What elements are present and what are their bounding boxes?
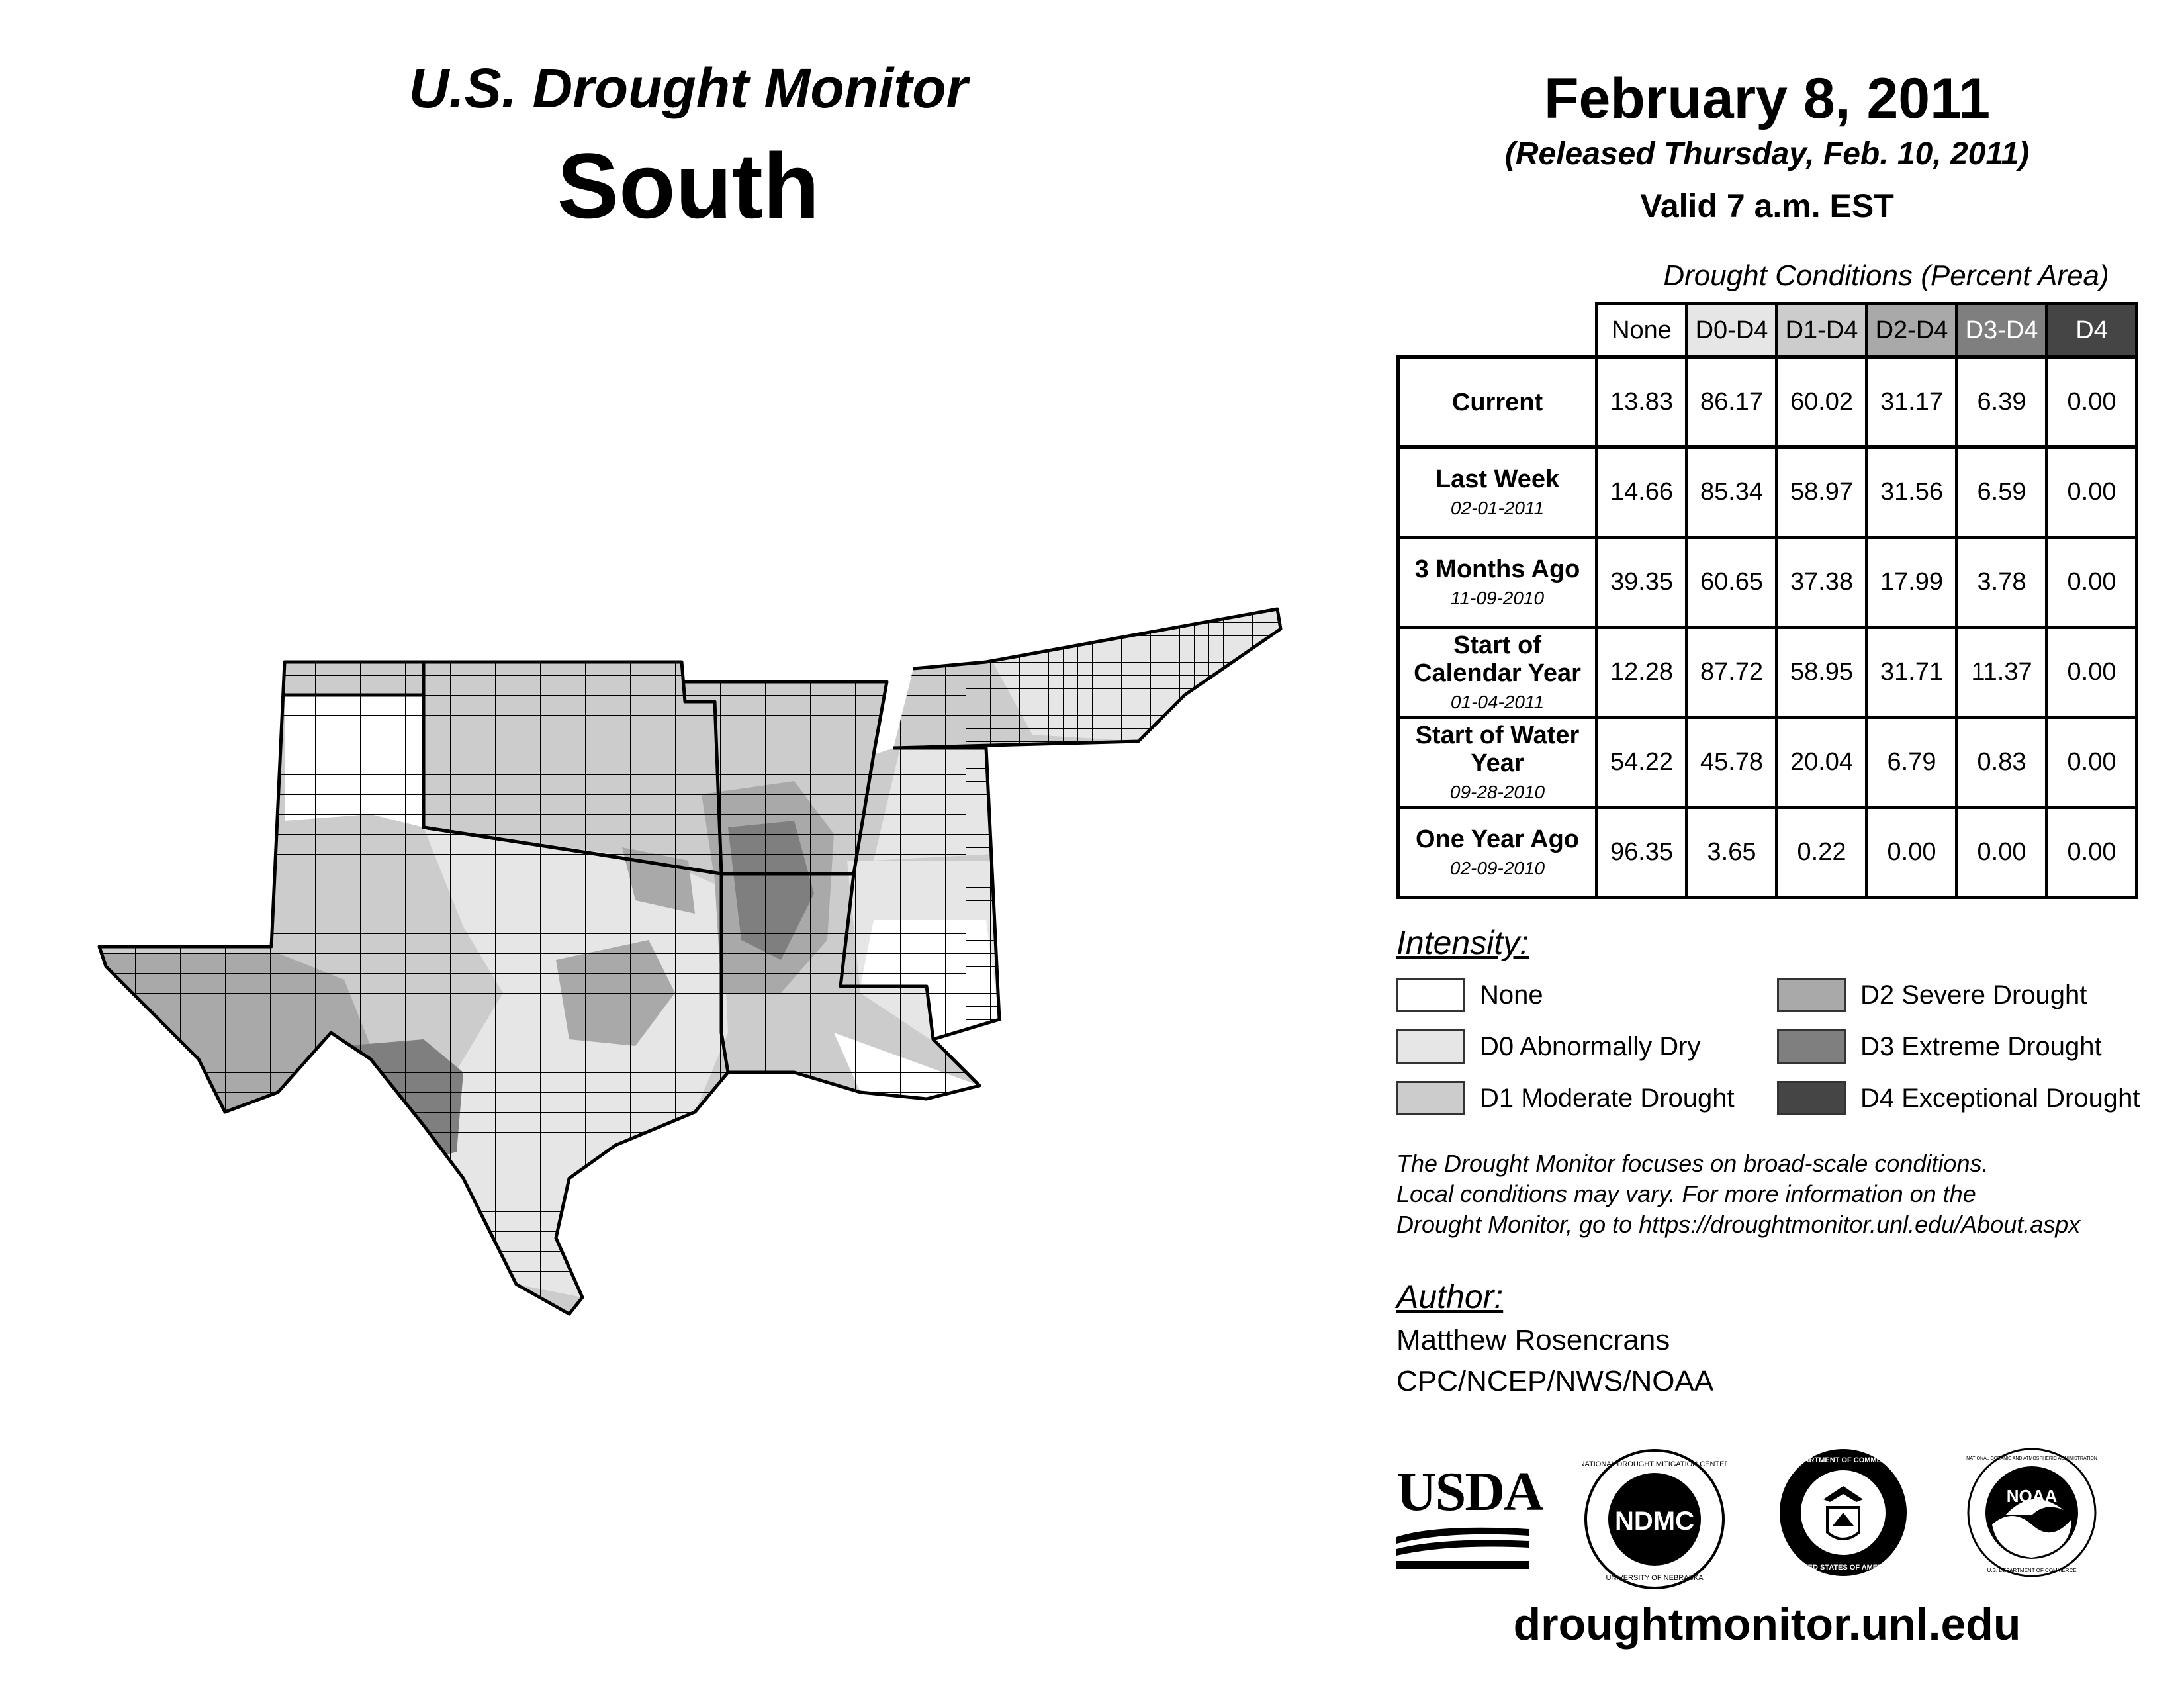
legend-label: D0 Abnormally Dry <box>1480 1031 1701 1061</box>
table-corner <box>1398 304 1597 357</box>
table-cell: 0.22 <box>1777 808 1867 898</box>
author-name: Matthew Rosencrans <box>1396 1324 1670 1356</box>
column-header: None <box>1597 304 1687 357</box>
commerce-ring-top: DEPARTMENT OF COMMERCE <box>1789 1456 1897 1464</box>
row-label <box>1398 357 1597 447</box>
table-cell: 39.35 <box>1597 538 1687 628</box>
row-title: Start of Water Year <box>1415 721 1580 777</box>
drought-conditions-table <box>1396 302 2138 899</box>
release-date: (Released Thursday, Feb. 10, 2011) <box>1504 136 2030 171</box>
note-line: Drought Monitor, go to https://droughtmonitor.unl.edu/About.aspx <box>1396 1211 2081 1238</box>
region-title: South <box>557 134 820 238</box>
table-cell: 6.79 <box>1867 718 1957 808</box>
ndmc-seal-icon <box>1582 1446 1727 1592</box>
row-title: Current <box>1451 388 1543 416</box>
table-header-row <box>1398 304 2137 357</box>
table-cell: 17.99 <box>1867 538 1957 628</box>
noaa-seal-icon <box>1966 1446 2098 1579</box>
table-cell: 6.39 <box>1957 357 2047 447</box>
noaa-logo <box>1966 1446 2098 1582</box>
row-title: Last Week <box>1435 465 1560 493</box>
table-row <box>1398 628 2137 718</box>
website-link[interactable]: droughtmonitor.unl.edu <box>1513 1599 2021 1650</box>
legend-label: D3 Extreme Drought <box>1860 1031 2102 1061</box>
noaa-label: NOAA <box>2006 1486 2058 1506</box>
table-cell: 60.65 <box>1687 538 1777 628</box>
table-cell: 0.00 <box>1867 808 1957 898</box>
legend-swatch <box>1777 978 1846 1012</box>
table-cell: 11.37 <box>1957 628 2047 718</box>
commerce-ring-bottom: UNITED STATES OF AMERICA <box>1790 1564 1896 1571</box>
legend-swatch <box>1396 1081 1465 1115</box>
valid-time: Valid 7 a.m. EST <box>1640 187 1894 224</box>
row-date: 02-09-2010 <box>1449 857 1545 878</box>
table-cell: 45.78 <box>1687 718 1777 808</box>
commerce-seal-icon <box>1777 1446 1909 1579</box>
ndmc-label: NDMC <box>1615 1507 1694 1536</box>
table-cell: 54.22 <box>1597 718 1687 808</box>
legend-item-d2 <box>1777 976 2087 1013</box>
usda-wordmark: USDA <box>1396 1461 1543 1523</box>
legend-label: D2 Severe Drought <box>1860 980 2087 1009</box>
commerce-logo <box>1777 1446 1909 1582</box>
ndmc-logo <box>1582 1446 1727 1595</box>
table-cell: 0.83 <box>1957 718 2047 808</box>
legend-item-d4 <box>1777 1080 2140 1117</box>
author-heading: Author: <box>1396 1278 1504 1315</box>
legend-item-none <box>1396 976 1543 1013</box>
legend-label: D4 Exceptional Drought <box>1860 1083 2140 1113</box>
legend-swatch <box>1396 978 1465 1012</box>
row-title: Start of Calendar Year <box>1414 631 1581 687</box>
row-date: 02-01-2011 <box>1450 497 1545 518</box>
table-cell: 85.34 <box>1687 447 1777 538</box>
row-label <box>1398 447 1597 538</box>
table-cell: 14.66 <box>1597 447 1687 538</box>
table-cell: 0.00 <box>2047 718 2137 808</box>
table-cell: 3.78 <box>1957 538 2047 628</box>
legend-item-d0 <box>1396 1028 1700 1065</box>
column-header: D1-D4 <box>1777 304 1867 357</box>
noaa-ring-bottom: U.S. DEPARTMENT OF COMMERCE <box>1987 1568 2077 1573</box>
row-label <box>1398 628 1597 718</box>
table-cell: 0.00 <box>2047 447 2137 538</box>
table-cell: 0.00 <box>2047 538 2137 628</box>
legend-swatch <box>1396 1029 1465 1064</box>
table-cell: 87.72 <box>1687 628 1777 718</box>
author-organization: CPC/NCEP/NWS/NOAA <box>1396 1365 1714 1397</box>
column-header: D3-D4 <box>1957 304 2047 357</box>
ndmc-ring-bottom: UNIVERSITY OF NEBRASKA <box>1606 1574 1704 1582</box>
usda-logo <box>1396 1460 1543 1566</box>
row-date: 11-09-2010 <box>1450 587 1545 608</box>
legend-title: Intensity: <box>1396 924 1529 961</box>
column-header: D4 <box>2047 304 2137 357</box>
note-line: The Drought Monitor focuses on broad-scale conditions. <box>1396 1150 1989 1177</box>
table-cell: 3.65 <box>1687 808 1777 898</box>
legend-swatch <box>1777 1081 1846 1115</box>
row-label <box>1398 718 1597 808</box>
table-cell: 6.59 <box>1957 447 2047 538</box>
row-title: One Year Ago <box>1415 825 1580 853</box>
table-cell: 13.83 <box>1597 357 1687 447</box>
ndmc-ring-top: NATIONAL DROUGHT MITIGATION CENTER <box>1582 1460 1727 1468</box>
legend-label: None <box>1480 980 1543 1009</box>
table-row <box>1398 718 2137 808</box>
row-date: 01-04-2011 <box>1450 691 1545 712</box>
legend-item-d3 <box>1777 1028 2102 1065</box>
map-date: February 8, 2011 <box>1543 67 1991 130</box>
noaa-ring-top: NATIONAL OCEANIC AND ATMOSPHERIC ADMINISTRATION <box>1966 1456 2097 1461</box>
table-cell: 60.02 <box>1777 357 1867 447</box>
note-line: Local conditions may vary. For more information on the <box>1396 1180 1976 1207</box>
table-cell: 86.17 <box>1687 357 1777 447</box>
column-header: D2-D4 <box>1867 304 1957 357</box>
table-row <box>1398 447 2137 538</box>
table-cell: 0.00 <box>2047 357 2137 447</box>
table-cell: 31.17 <box>1867 357 1957 447</box>
table-row <box>1398 808 2137 898</box>
row-title: 3 Months Ago <box>1414 555 1580 583</box>
table-row <box>1398 357 2137 447</box>
table-cell: 58.95 <box>1777 628 1867 718</box>
table-cell: 0.00 <box>2047 808 2137 898</box>
table-cell: 31.56 <box>1867 447 1957 538</box>
map-title: U.S. Drought Monitor <box>408 57 968 119</box>
table-row <box>1398 538 2137 628</box>
legend-swatch <box>1777 1029 1846 1064</box>
table-cell: 31.71 <box>1867 628 1957 718</box>
table-cell: 12.28 <box>1597 628 1687 718</box>
legend-label: D1 Moderate Drought <box>1480 1083 1735 1113</box>
row-label <box>1398 808 1597 898</box>
disclaimer-note <box>1396 1149 2184 1240</box>
column-header: D0-D4 <box>1687 304 1777 357</box>
table-cell: 0.00 <box>2047 628 2137 718</box>
legend-item-d1 <box>1396 1080 1735 1117</box>
usda-hills-icon <box>1396 1524 1529 1570</box>
table-cell: 20.04 <box>1777 718 1867 808</box>
table-cell: 96.35 <box>1597 808 1687 898</box>
table-caption: Drought Conditions (Percent Area) <box>1663 259 2109 292</box>
table-cell: 58.97 <box>1777 447 1867 538</box>
table-cell: 0.00 <box>1957 808 2047 898</box>
row-label <box>1398 538 1597 628</box>
table-cell: 37.38 <box>1777 538 1867 628</box>
row-date: 09-28-2010 <box>1449 781 1545 802</box>
